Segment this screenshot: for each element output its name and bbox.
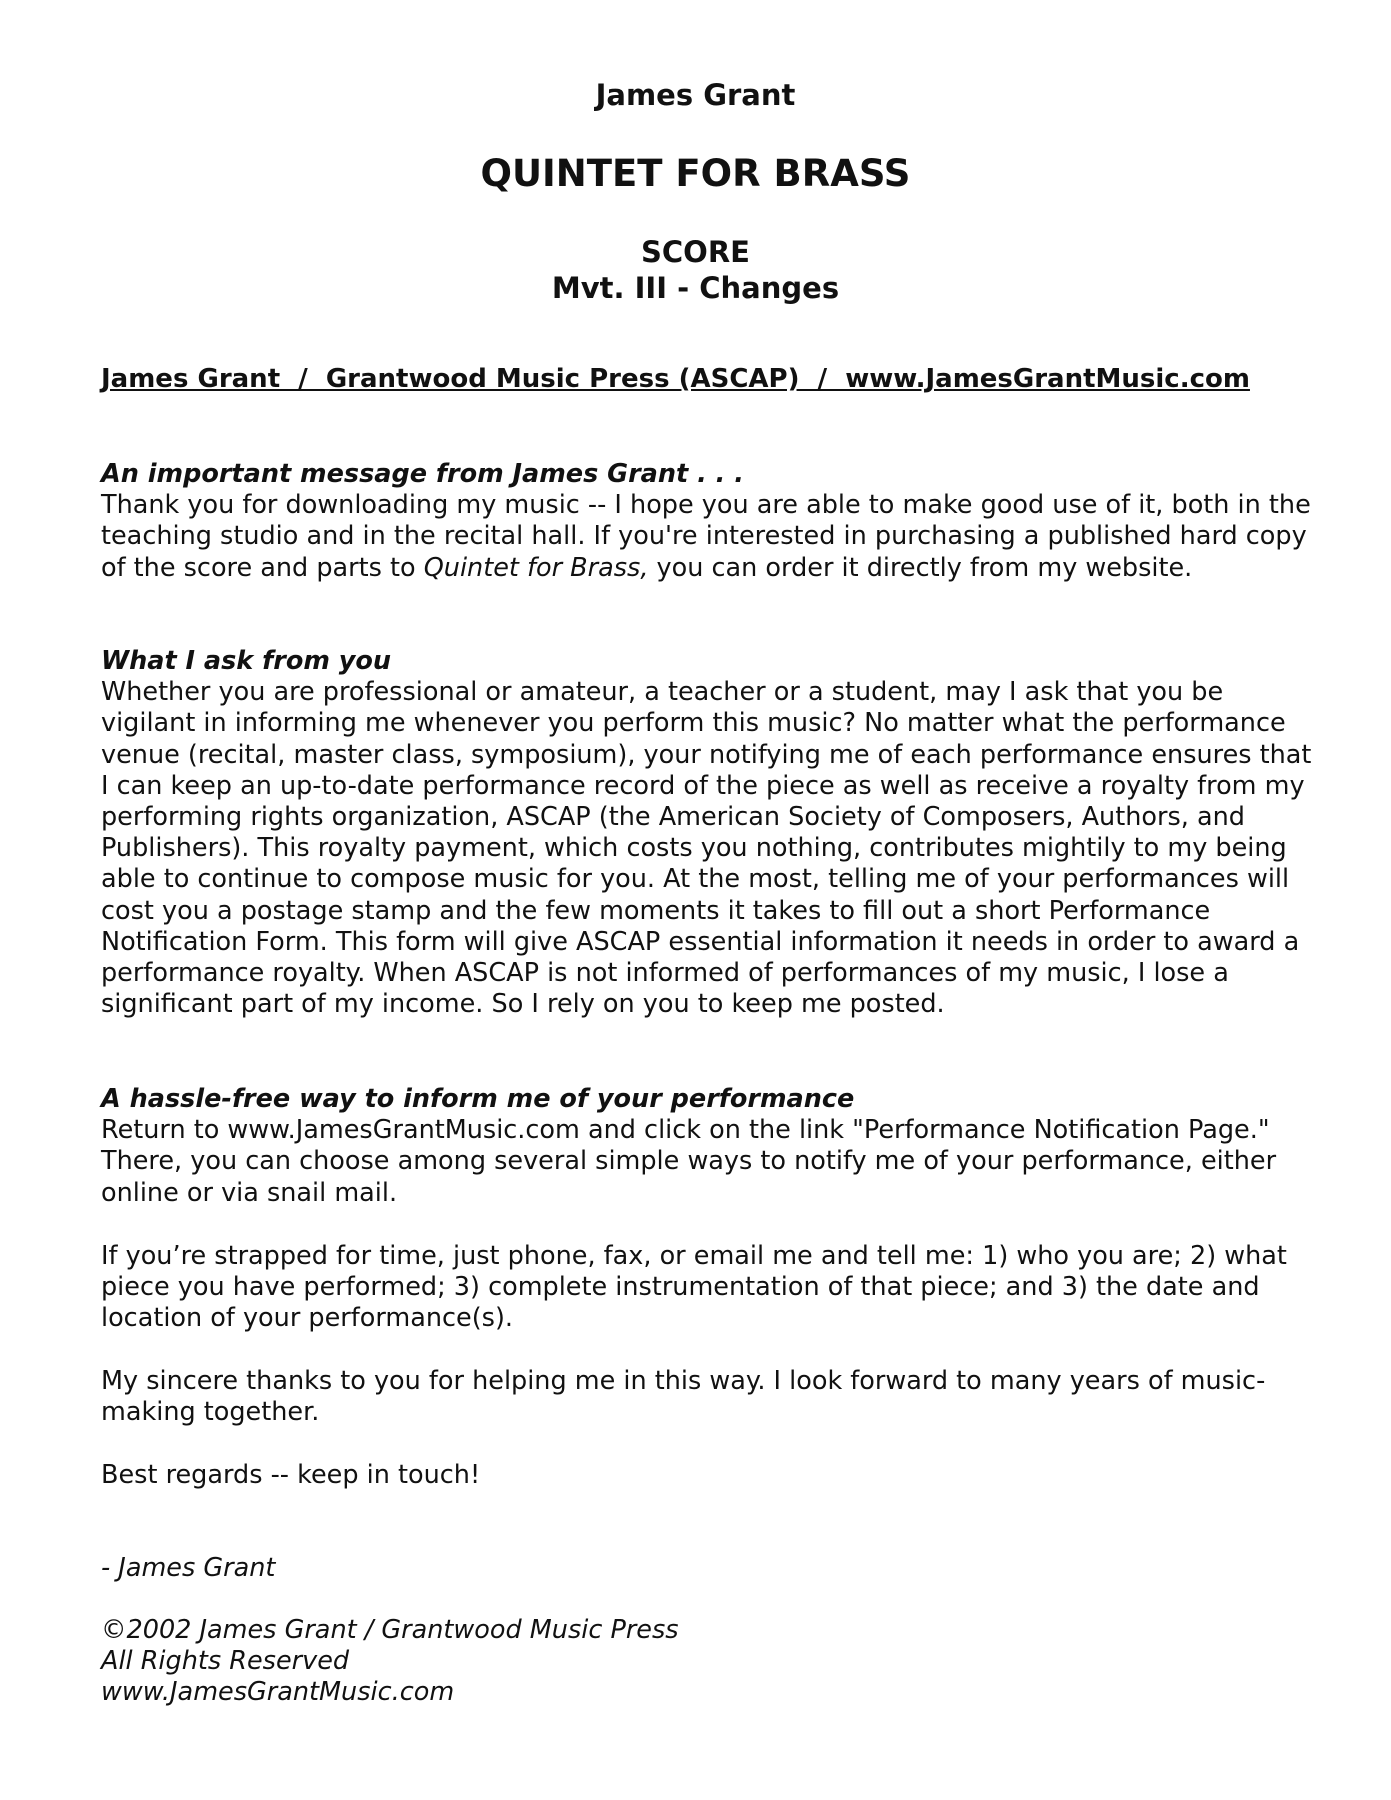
inform-text-2: If you’re strapped for time, just phone, fax, or email me and tell me: 1) who you are; 2) what piece you have performed; 3) complete instrumentation of that piece; and 3) the date and location of your performance(s). <box>101 1241 1287 1334</box>
ask-heading: What I ask from you <box>101 646 392 676</box>
inform-heading: A hassle-free way to inform me of your performance <box>101 1084 855 1114</box>
thanks-paragraph <box>101 1366 1316 1428</box>
message-title-italic: Quintet for Brass, <box>423 552 649 583</box>
inform-text-3: My sincere thanks to you for helping me in this way. I look forward to many years of music-making together. <box>101 1366 1266 1428</box>
copyright-footer <box>101 1615 679 1709</box>
inform-text: Return to www.JamesGrantMusic.com and click on the link "Performance Notification Page." There, you can choose among several simple ways to notify me of your performance, either online or via snail mail. <box>101 1115 1277 1208</box>
score-heading <box>0 234 1391 306</box>
website-text: www.JamesGrantMusic.com <box>101 1677 455 1708</box>
message-text <box>101 490 1316 584</box>
movement-label: Mvt. III - Changes <box>551 271 840 305</box>
ask-text: Whether you are professional or amateur, a teacher or a student, may I ask that you be vigilant in informing me whenever you perform this music? No matter what the performance venue (recital, master class, symposium), your notifying me of each performance ensures that I can keep an up-to-date performance record of the piece as well as receive a royalty from my performing rights organization, ASCAP (the American Society of Composers, Authors, and Publishers). This royalty payment, which costs you nothing, contributes mightily to my being able to continue to compose music for you. At the most, telling me of your performances will cost you a postage stamp and the few moments it takes to fill out a short Performance Notification Form. This form will give ASCAP essential information it needs in order to award a performance royalty. When ASCAP is not informed of performances of my music, I lose a significant part of my income. So I rely on you to keep me posted. <box>101 677 1312 1020</box>
message-text-end: you can order it directly from my website. <box>648 552 1193 583</box>
ask-section <box>101 646 1316 1020</box>
inform-section <box>101 1084 1316 1209</box>
regards-paragraph <box>101 1460 1316 1491</box>
copyright-text: ©2002 James Grant / Grantwood Music Press <box>101 1615 679 1645</box>
inform-text-4: Best regards -- keep in touch! <box>101 1460 481 1490</box>
rights-text: All Rights Reserved <box>101 1646 350 1677</box>
score-label: SCORE <box>641 235 750 269</box>
composer-name: James Grant <box>595 78 796 112</box>
signature: - James Grant <box>101 1553 276 1583</box>
time-paragraph <box>101 1241 1316 1335</box>
message-text-start: Thank you for downloading my music -- I hope you are able to make good use of it, both in the teaching studio and in the recital hall. If you're interested in purchasing a published hard copy of the score and parts to <box>101 490 1311 583</box>
message-heading: An important message from James Grant . . . <box>101 459 744 489</box>
message-section <box>101 459 1316 584</box>
credit-line: James Grant / Grantwood Music Press (ASCAP) / www.JamesGrantMusic.com <box>101 364 1250 394</box>
page-title: QUINTET FOR BRASS <box>480 152 911 195</box>
